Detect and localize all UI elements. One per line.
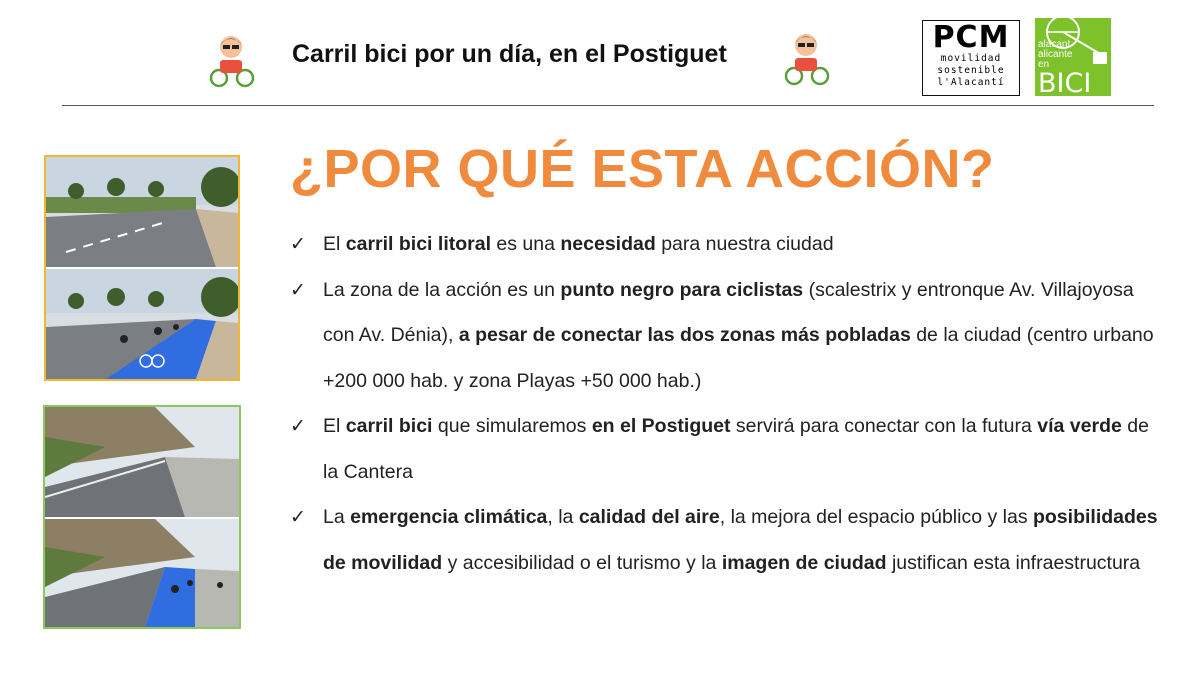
- emphasized-text: necesidad: [560, 233, 656, 255]
- bici-logo-line: alicante: [1038, 49, 1073, 60]
- reason-text: para nuestra ciudad: [655, 233, 834, 255]
- bici-logo-line: alacant: [1038, 39, 1071, 50]
- pcm-logo-line: movilidad: [940, 53, 1002, 64]
- reason-text: La: [323, 506, 351, 528]
- reason-text: , la: [547, 506, 579, 528]
- pcm-logo-line: l'Alacantí: [937, 77, 1005, 88]
- bici-logo-word: BICI: [1038, 68, 1092, 96]
- emphasized-text: imagen de ciudad: [721, 551, 887, 574]
- coast-road-before-photo: [45, 407, 239, 517]
- avenue-before-photo: [46, 157, 238, 267]
- emphasized-text: a pesar de conectar las dos zonas más pobladas: [458, 324, 911, 346]
- reason-text: El: [323, 233, 346, 255]
- cyclist-mascot-left-icon: [205, 30, 257, 88]
- emphasized-text: carril bici: [345, 415, 433, 437]
- checkmark-icon: ✓: [290, 234, 306, 255]
- reason-text: y accesibilidad o el turismo y la: [442, 551, 722, 574]
- alacant-en-bici-logo: [1035, 18, 1111, 96]
- reason-text: El: [323, 415, 346, 437]
- reason-text: La zona de la acción es un: [323, 278, 561, 301]
- checkmark-icon: ✓: [290, 279, 306, 301]
- checkmark-icon: ✓: [290, 507, 306, 528]
- reason-text: que simularemos: [432, 415, 592, 437]
- section-headline: ¿POR QUÉ ESTA ACCIÓN?: [290, 139, 995, 199]
- avenue-bike-lane-photo: [46, 269, 238, 379]
- reason-text: servirá para conectar con la futura: [730, 415, 1038, 437]
- pcm-logo-acronym: PCM: [932, 20, 1010, 55]
- reason-item: [290, 268, 1160, 405]
- bici-logo-line: en: [1038, 59, 1050, 70]
- emphasized-text: emergencia climática: [350, 506, 548, 528]
- emphasized-text: calidad del aire: [578, 506, 720, 528]
- reason-item: [290, 404, 1160, 495]
- reason-text: , la mejora del espacio público y las: [719, 506, 1033, 528]
- header-divider: [62, 105, 1154, 106]
- reason-text: es una: [491, 233, 561, 255]
- reason-item: [290, 495, 1160, 586]
- emphasized-text: punto negro para ciclistas: [560, 278, 804, 301]
- pcm-logo: [922, 20, 1020, 96]
- reason-text: justifican esta infraestructura: [886, 551, 1141, 574]
- reason-text: de la ciudad (centro urbano +200 000 hab. y zona Playas +50 000 hab.): [323, 324, 1154, 392]
- pcm-logo-line: sostenible: [937, 65, 1005, 76]
- emphasized-text: vía verde: [1037, 415, 1122, 437]
- checkmark-icon: ✓: [290, 416, 306, 437]
- coast-road-bike-lane-photo: [45, 519, 239, 627]
- reason-item: [290, 222, 1160, 268]
- reason-text: de la Cantera: [323, 415, 1149, 483]
- reasons-list: [290, 222, 1160, 586]
- reason-text: (scalestrix y entronque Av. Villajoyosa con Av. Dénia),: [323, 278, 1134, 346]
- emphasized-text: posibilidades de movilidad: [323, 506, 1158, 574]
- emphasized-text: en el Postiguet: [591, 415, 731, 437]
- cyclist-mascot-right-icon: [780, 28, 832, 86]
- presentation-title: Carril bici por un día, en el Postiguet: [292, 40, 727, 68]
- emphasized-text: carril bici litoral: [345, 233, 491, 255]
